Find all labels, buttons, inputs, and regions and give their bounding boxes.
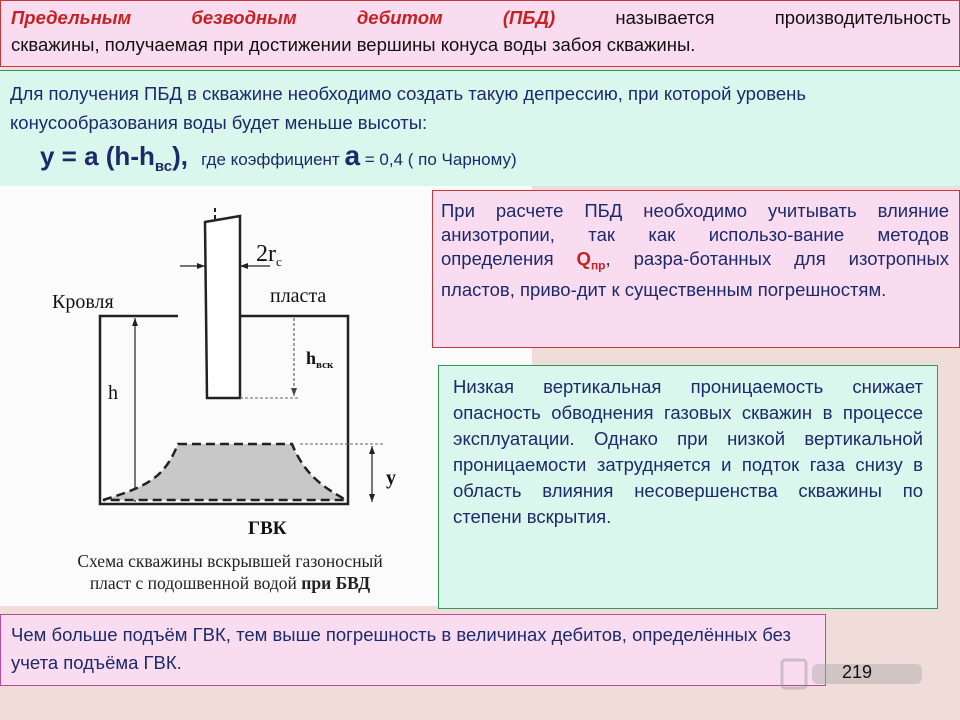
conclusion-text: Чем больше подъём ГВК, тем выше погрешность в величинах дебитов, определённых без учета подъёма ГВК. [11,624,791,673]
water-cone [103,444,346,500]
permeability-text: Низкая вертикальная проницаемость снижает опасность обводнения газовых скважин в процессе эксплуатации. Однако при низкой вертикальной проницаемости затрудняется и подток газа снизу в область влияния несовершенства скважины по степени вскрытия. [453,376,923,527]
label-roof: Кровля [52,291,114,313]
definition-text-1: называется производительность [615,7,951,28]
permeability-box [438,365,938,609]
condition-box [0,70,960,186]
conclusion-box [0,614,826,686]
definition-box [0,0,960,67]
label-2rc: $2r_с$ [256,241,282,269]
definition-term: Предельным безводным дебитом (ПБД) [11,7,556,28]
q-symbol: $Q_{пр}$ [576,248,606,273]
page-number: 219 [842,662,873,682]
well-bore [205,216,240,398]
formula-coefficient: где коэффициент a = 0,4 ( по Чарному) [201,140,517,171]
diagram-caption: Схема скважины вскрывшей газоносный пласт с подошвенной водой при БВД [77,551,383,593]
condition-text: Для получения ПБД в скважине необходимо создать такую депрессию, при которой уровень конусообразования воды будет меньше высоты: [10,83,807,133]
definition-text-2: скважины, получаемая при достижении вершины конуса воды забоя скважины. [11,34,696,55]
label-gvk: ГВК [248,518,287,539]
formula-line [40,141,952,181]
formula: y = a $(h-h_{вс})$, [40,141,188,176]
label-hvsk: $h_{вск}$ [306,348,334,371]
label-y: y [386,467,396,489]
label-layer: пласта [270,285,327,307]
anisotropy-box: При расчете ПБД необходимо учитывать влияние анизотропии, так как использо-вание методов определения $Q_{пр}$, разра-ботанных для изотропных пластов, приво-дит к существенным погрешностям. [432,190,960,348]
label-h: h [108,382,118,404]
